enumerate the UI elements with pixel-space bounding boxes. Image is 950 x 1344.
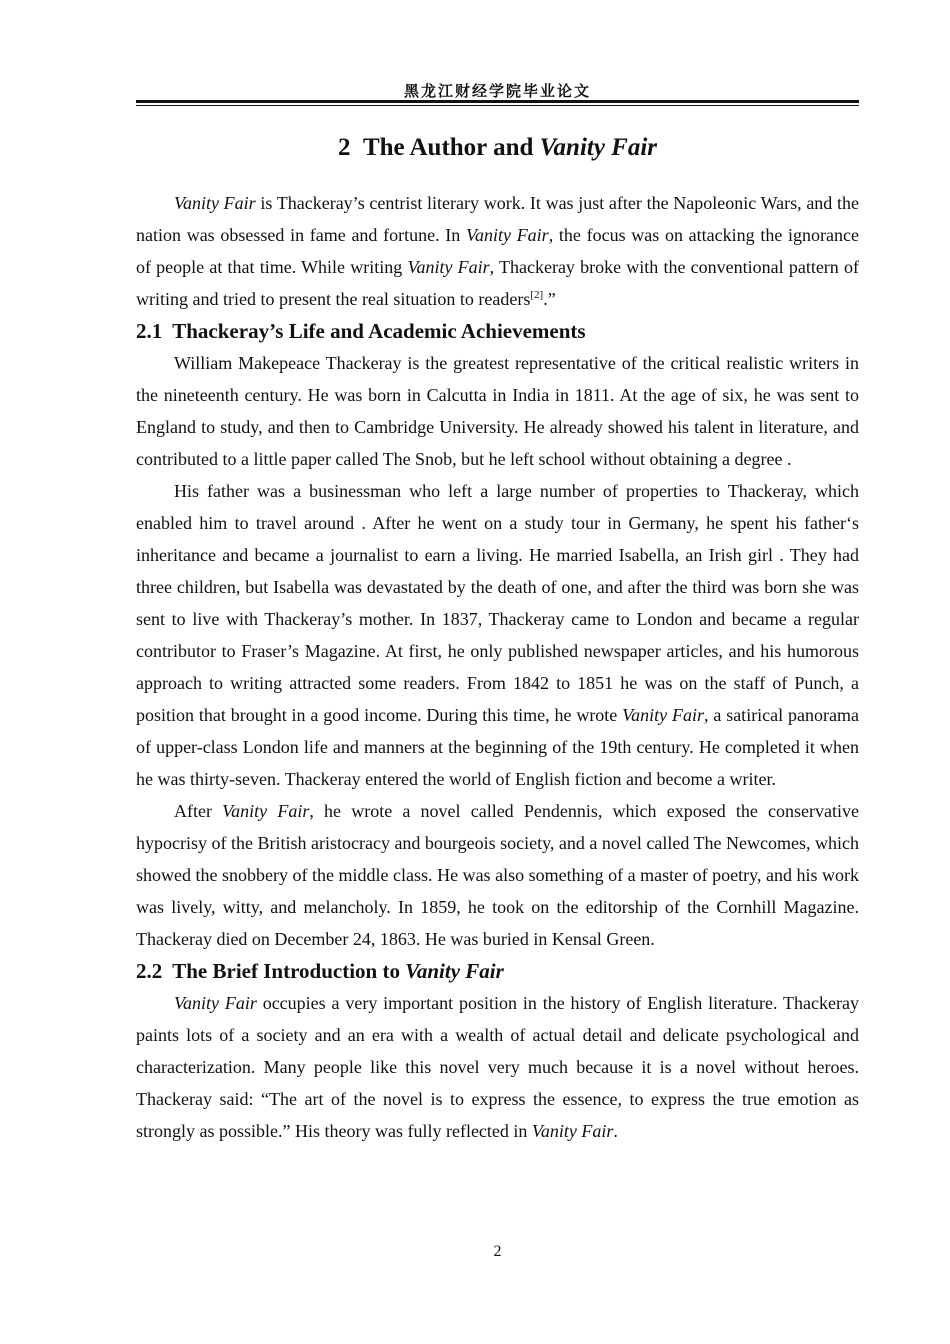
paragraph-text: occupies a very important position in the history of English literature. Thackeray paints lots of a society and an era with a wealth of actual detail and delicate psychological and characterization. Many people like this novel very much because it is a novel without heroes. Thackeray said: “The art of the novel is to express the essence, to express the true emotion as strongly as possible.” His theory was fully reflected in (136, 993, 859, 1141)
running-header: 黑龙江财经学院毕业论文 (403, 82, 591, 100)
header-rule-thin (136, 105, 859, 106)
section-2-1-paragraph-1: William Makepeace Thackeray is the greatest representative of the critical realistic writers in the nineteenth century. He was born in Calcutta in India in 1811. At the age of six, he was sent to England to study, and then to Cambridge University. He already showed his talent in literature, and contributed to a little paper called The Snob, but he left school without obtaining a degree . (136, 353, 859, 469)
citation-marker: [2] (530, 289, 544, 301)
section-2-1-paragraph-2 (136, 475, 859, 795)
section-heading-2-2 (136, 955, 859, 987)
section-number: 2.2 (136, 959, 163, 983)
section-title: The Brief Introduction to (172, 959, 400, 983)
chapter-number: 2 (337, 134, 351, 161)
section-2-1-paragraph-3 (136, 795, 859, 955)
italic-title: Vanity Fair (174, 993, 257, 1013)
paragraph-text: .” (543, 289, 556, 309)
paragraph-text: After (174, 801, 223, 821)
italic-title: Vanity Fair (174, 193, 256, 213)
section-title-italic: Vanity Fair (405, 959, 504, 983)
page-number: 2 (493, 1243, 502, 1260)
body-text (136, 187, 859, 1147)
italic-title: Vanity Fair (622, 705, 704, 725)
paragraph-text: , the focus was on attacking the ignorance of people at that time. While writing (136, 225, 859, 277)
paragraph-text: is Thackeray’s centrist literary work. It was just after the Napoleonic Wars, and the nation was obsessed in fame and fortune. In (136, 193, 859, 245)
intro-paragraph (136, 187, 859, 315)
paragraph-text: , Thackeray broke with the conventional pattern of writing and tried to present the real situation to readers (136, 257, 859, 309)
header-rule-thick (136, 100, 859, 103)
paragraph-text: , he wrote a novel called Pendennis, which exposed the conservative hypocrisy of the British aristocracy and bourgeois society, and a novel called The Newcomes, which showed the snobbery of the middle class. He was also something of a master of poetry, and his work was lively, witty, and melancholy. In 1859, he took on the editorship of the Cornhill Magazine. Thackeray died on December 24, 1863. He was buried in Kensal Green. (136, 801, 860, 949)
italic-title: Vanity Fair (407, 257, 490, 277)
section-2-2-paragraph-1 (136, 987, 859, 1147)
italic-title: Vanity Fair (222, 801, 310, 821)
chapter-title-plain: The Author and (362, 134, 534, 161)
section-heading-2-1 (136, 315, 859, 347)
paragraph-text: , a satirical panorama of upper-class London life and manners at the beginning of the 19th century. He completed it when he was thirty-seven. Thackeray entered the world of English fiction and become a writer. (136, 705, 859, 789)
chapter-title (136, 134, 859, 162)
paragraph-text: His father was a businessman who left a large number of properties to Thackeray, which enabled him to travel around . After he went on a study tour in Germany, he spent his father‘s inheritance and became a journalist to earn a living. He married Isabella, an Irish girl . They had three children, but Isabella was devastated by the death of one, and after the third was born she was sent to live with Thackeray’s mother. In 1837, Thackeray came to London and became a regular contributor to Fraser’s Magazine. At first, he only published newspaper articles, and his humorous approach to writing attracted some readers. From 1842 to 1851 he was on the staff of Punch, a position that brought in a good income. During this time, he wrote (136, 481, 859, 725)
italic-title: Vanity Fair (531, 1121, 614, 1141)
italic-title: Vanity Fair (466, 225, 549, 245)
section-title: Thackeray’s Life and Academic Achievements (172, 319, 586, 343)
chapter-title-italic: Vanity Fair (539, 134, 658, 161)
section-number: 2.1 (136, 319, 163, 343)
paragraph-text: . (613, 1121, 618, 1141)
